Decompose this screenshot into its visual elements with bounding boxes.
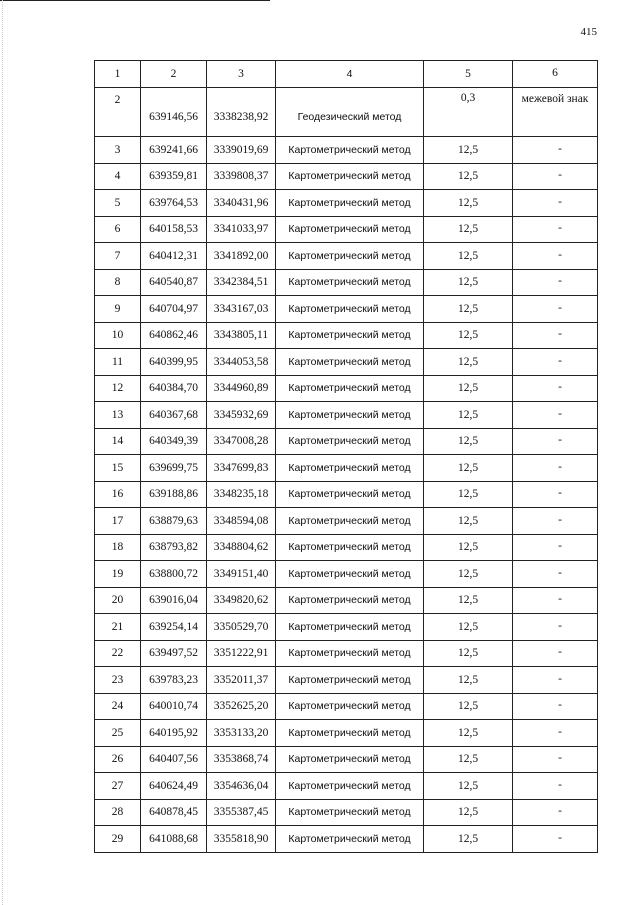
- method-cell: Картометрический метод: [276, 216, 424, 243]
- x-coordinate-cell: 640412,31: [141, 243, 207, 270]
- point-number-cell: 3: [95, 137, 141, 164]
- point-number-cell: 23: [95, 667, 141, 694]
- marker-type-cell: -: [513, 799, 598, 826]
- table-row: [95, 243, 598, 270]
- accuracy-cell: 12,5: [424, 455, 513, 482]
- marker-type-cell: -: [513, 508, 598, 535]
- accuracy-cell: 12,5: [424, 481, 513, 508]
- accuracy-cell: 12,5: [424, 667, 513, 694]
- x-coordinate-cell: 640878,45: [141, 799, 207, 826]
- marker-type-cell: -: [513, 534, 598, 561]
- y-coordinate-cell: 3349820,62: [207, 587, 276, 614]
- table-row: [95, 561, 598, 588]
- top-rule: [0, 0, 270, 1]
- x-coordinate-cell: 639188,86: [141, 481, 207, 508]
- y-coordinate-cell: 3348804,62: [207, 534, 276, 561]
- accuracy-cell: 12,5: [424, 614, 513, 641]
- y-coordinate-cell: 3352625,20: [207, 693, 276, 720]
- method-cell: Картометрический метод: [276, 402, 424, 429]
- method-cell: Картометрический метод: [276, 269, 424, 296]
- method-cell: Картометрический метод: [276, 614, 424, 641]
- x-coordinate-cell: 640624,49: [141, 773, 207, 800]
- accuracy-cell: 12,5: [424, 640, 513, 667]
- table-row: [95, 720, 598, 747]
- point-number-cell: 7: [95, 243, 141, 270]
- x-coordinate-cell: 640010,74: [141, 693, 207, 720]
- method-cell: Картометрический метод: [276, 455, 424, 482]
- method-cell: Картометрический метод: [276, 667, 424, 694]
- marker-type-cell: -: [513, 640, 598, 667]
- marker-type-cell: -: [513, 216, 598, 243]
- point-number-cell: 6: [95, 216, 141, 243]
- accuracy-cell: 12,5: [424, 587, 513, 614]
- x-coordinate-cell: 639016,04: [141, 587, 207, 614]
- marker-type-cell: -: [513, 826, 598, 853]
- table-row: [95, 88, 598, 137]
- marker-type-cell: -: [513, 428, 598, 455]
- y-coordinate-cell: 3344960,89: [207, 375, 276, 402]
- x-coordinate-cell: 638800,72: [141, 561, 207, 588]
- method-cell: Картометрический метод: [276, 481, 424, 508]
- marker-type-cell: -: [513, 402, 598, 429]
- point-number-cell: 28: [95, 799, 141, 826]
- x-coordinate-cell: 639764,53: [141, 190, 207, 217]
- accuracy-cell: 12,5: [424, 428, 513, 455]
- y-coordinate-cell: 3353133,20: [207, 720, 276, 747]
- table-row: [95, 402, 598, 429]
- accuracy-cell: 12,5: [424, 296, 513, 323]
- x-coordinate-cell: 639254,14: [141, 614, 207, 641]
- table-row: [95, 375, 598, 402]
- point-number-cell: 9: [95, 296, 141, 323]
- point-number-cell: 21: [95, 614, 141, 641]
- x-coordinate-cell: 640349,39: [141, 428, 207, 455]
- marker-type-cell: -: [513, 322, 598, 349]
- marker-type-cell: -: [513, 614, 598, 641]
- page-number: 415: [580, 26, 597, 38]
- point-number-cell: 10: [95, 322, 141, 349]
- y-coordinate-cell: 3345932,69: [207, 402, 276, 429]
- method-cell: Картометрический метод: [276, 375, 424, 402]
- marker-type-cell: -: [513, 746, 598, 773]
- accuracy-cell: 12,5: [424, 693, 513, 720]
- method-cell: Картометрический метод: [276, 826, 424, 853]
- x-coordinate-cell: 640862,46: [141, 322, 207, 349]
- method-cell: Картометрический метод: [276, 296, 424, 323]
- marker-type-cell: -: [513, 375, 598, 402]
- x-coordinate-cell: 640384,70: [141, 375, 207, 402]
- y-coordinate-cell: 3344053,58: [207, 349, 276, 376]
- y-coordinate-cell: 3350529,70: [207, 614, 276, 641]
- accuracy-cell: 12,5: [424, 561, 513, 588]
- table-row: [95, 163, 598, 190]
- marker-type-cell: -: [513, 481, 598, 508]
- x-coordinate-cell: 639699,75: [141, 455, 207, 482]
- x-coordinate-cell: 639783,23: [141, 667, 207, 694]
- table-row: [95, 428, 598, 455]
- table-row: [95, 455, 598, 482]
- column-header-4: 4: [276, 61, 424, 88]
- method-cell: Картометрический метод: [276, 190, 424, 217]
- x-coordinate-cell: 638879,63: [141, 508, 207, 535]
- page-edge: [2, 0, 3, 905]
- marker-type-cell: -: [513, 269, 598, 296]
- marker-type-cell: -: [513, 667, 598, 694]
- method-cell: Картометрический метод: [276, 587, 424, 614]
- marker-type-cell: -: [513, 349, 598, 376]
- point-number-cell: 4: [95, 163, 141, 190]
- accuracy-cell: 12,5: [424, 216, 513, 243]
- coordinates-table: [94, 60, 598, 853]
- accuracy-cell: 12,5: [424, 322, 513, 349]
- method-cell: Картометрический метод: [276, 322, 424, 349]
- point-number-cell: 14: [95, 428, 141, 455]
- accuracy-cell: 0,3: [424, 88, 513, 137]
- column-header-5: 5: [424, 61, 513, 88]
- x-coordinate-cell: 640407,56: [141, 746, 207, 773]
- y-coordinate-cell: 3339808,37: [207, 163, 276, 190]
- point-number-cell: 8: [95, 269, 141, 296]
- table-row: [95, 587, 598, 614]
- y-coordinate-cell: 3354636,04: [207, 773, 276, 800]
- method-cell: Картометрический метод: [276, 720, 424, 747]
- point-number-cell: 15: [95, 455, 141, 482]
- accuracy-cell: 12,5: [424, 375, 513, 402]
- table-row: [95, 746, 598, 773]
- accuracy-cell: 12,5: [424, 190, 513, 217]
- accuracy-cell: 12,5: [424, 534, 513, 561]
- point-number-cell: 16: [95, 481, 141, 508]
- column-header-1: 1: [95, 61, 141, 88]
- y-coordinate-cell: 3343167,03: [207, 296, 276, 323]
- table-row: [95, 773, 598, 800]
- point-number-cell: 13: [95, 402, 141, 429]
- x-coordinate-cell: 640399,95: [141, 349, 207, 376]
- method-cell: Картометрический метод: [276, 508, 424, 535]
- column-header-6: 6: [513, 61, 598, 88]
- point-number-cell: 25: [95, 720, 141, 747]
- point-number-cell: 17: [95, 508, 141, 535]
- table-header-row: [95, 61, 598, 88]
- y-coordinate-cell: 3348594,08: [207, 508, 276, 535]
- y-coordinate-cell: 3338238,92: [207, 88, 276, 137]
- y-coordinate-cell: 3351222,91: [207, 640, 276, 667]
- method-cell: Картометрический метод: [276, 534, 424, 561]
- point-number-cell: 5: [95, 190, 141, 217]
- column-header-3: 3: [207, 61, 276, 88]
- method-cell: Картометрический метод: [276, 773, 424, 800]
- table-row: [95, 190, 598, 217]
- x-coordinate-cell: 640540,87: [141, 269, 207, 296]
- marker-type-cell: межевой знак: [513, 88, 598, 137]
- method-cell: Геодезический метод: [276, 88, 424, 137]
- table-row: [95, 693, 598, 720]
- marker-type-cell: -: [513, 561, 598, 588]
- y-coordinate-cell: 3352011,37: [207, 667, 276, 694]
- table-row: [95, 296, 598, 323]
- accuracy-cell: 12,5: [424, 720, 513, 747]
- point-number-cell: 18: [95, 534, 141, 561]
- point-number-cell: 29: [95, 826, 141, 853]
- point-number-cell: 12: [95, 375, 141, 402]
- x-coordinate-cell: 641088,68: [141, 826, 207, 853]
- x-coordinate-cell: 638793,82: [141, 534, 207, 561]
- accuracy-cell: 12,5: [424, 826, 513, 853]
- marker-type-cell: -: [513, 773, 598, 800]
- method-cell: Картометрический метод: [276, 799, 424, 826]
- table-row: [95, 508, 598, 535]
- y-coordinate-cell: 3339019,69: [207, 137, 276, 164]
- accuracy-cell: 12,5: [424, 508, 513, 535]
- point-number-cell: 2: [95, 88, 141, 137]
- x-coordinate-cell: 639146,56: [141, 88, 207, 137]
- accuracy-cell: 12,5: [424, 163, 513, 190]
- table-row: [95, 137, 598, 164]
- y-coordinate-cell: 3343805,11: [207, 322, 276, 349]
- point-number-cell: 19: [95, 561, 141, 588]
- accuracy-cell: 12,5: [424, 137, 513, 164]
- table-row: [95, 269, 598, 296]
- y-coordinate-cell: 3342384,51: [207, 269, 276, 296]
- method-cell: Картометрический метод: [276, 428, 424, 455]
- y-coordinate-cell: 3341033,97: [207, 216, 276, 243]
- point-number-cell: 20: [95, 587, 141, 614]
- accuracy-cell: 12,5: [424, 402, 513, 429]
- table-row: [95, 534, 598, 561]
- accuracy-cell: 12,5: [424, 349, 513, 376]
- x-coordinate-cell: 639497,52: [141, 640, 207, 667]
- accuracy-cell: 12,5: [424, 746, 513, 773]
- table-row: [95, 216, 598, 243]
- x-coordinate-cell: 640158,53: [141, 216, 207, 243]
- x-coordinate-cell: 640704,97: [141, 296, 207, 323]
- column-header-2: 2: [141, 61, 207, 88]
- method-cell: Картометрический метод: [276, 746, 424, 773]
- marker-type-cell: -: [513, 720, 598, 747]
- accuracy-cell: 12,5: [424, 773, 513, 800]
- table-row: [95, 826, 598, 853]
- y-coordinate-cell: 3340431,96: [207, 190, 276, 217]
- marker-type-cell: -: [513, 455, 598, 482]
- point-number-cell: 11: [95, 349, 141, 376]
- table-row: [95, 322, 598, 349]
- method-cell: Картометрический метод: [276, 561, 424, 588]
- marker-type-cell: -: [513, 163, 598, 190]
- method-cell: Картометрический метод: [276, 163, 424, 190]
- x-coordinate-cell: 640195,92: [141, 720, 207, 747]
- table-row: [95, 640, 598, 667]
- table-row: [95, 667, 598, 694]
- marker-type-cell: -: [513, 296, 598, 323]
- method-cell: Картометрический метод: [276, 349, 424, 376]
- marker-type-cell: -: [513, 587, 598, 614]
- x-coordinate-cell: 639359,81: [141, 163, 207, 190]
- marker-type-cell: -: [513, 137, 598, 164]
- table-row: [95, 614, 598, 641]
- point-number-cell: 24: [95, 693, 141, 720]
- point-number-cell: 27: [95, 773, 141, 800]
- point-number-cell: 22: [95, 640, 141, 667]
- table-row: [95, 481, 598, 508]
- x-coordinate-cell: 640367,68: [141, 402, 207, 429]
- y-coordinate-cell: 3347008,28: [207, 428, 276, 455]
- marker-type-cell: -: [513, 243, 598, 270]
- table-row: [95, 349, 598, 376]
- method-cell: Картометрический метод: [276, 137, 424, 164]
- y-coordinate-cell: 3353868,74: [207, 746, 276, 773]
- table-row: [95, 799, 598, 826]
- method-cell: Картометрический метод: [276, 693, 424, 720]
- accuracy-cell: 12,5: [424, 243, 513, 270]
- method-cell: Картометрический метод: [276, 640, 424, 667]
- method-cell: Картометрический метод: [276, 243, 424, 270]
- accuracy-cell: 12,5: [424, 799, 513, 826]
- marker-type-cell: -: [513, 693, 598, 720]
- accuracy-cell: 12,5: [424, 269, 513, 296]
- y-coordinate-cell: 3349151,40: [207, 561, 276, 588]
- point-number-cell: 26: [95, 746, 141, 773]
- y-coordinate-cell: 3355818,90: [207, 826, 276, 853]
- y-coordinate-cell: 3347699,83: [207, 455, 276, 482]
- y-coordinate-cell: 3355387,45: [207, 799, 276, 826]
- marker-type-cell: -: [513, 190, 598, 217]
- y-coordinate-cell: 3348235,18: [207, 481, 276, 508]
- y-coordinate-cell: 3341892,00: [207, 243, 276, 270]
- x-coordinate-cell: 639241,66: [141, 137, 207, 164]
